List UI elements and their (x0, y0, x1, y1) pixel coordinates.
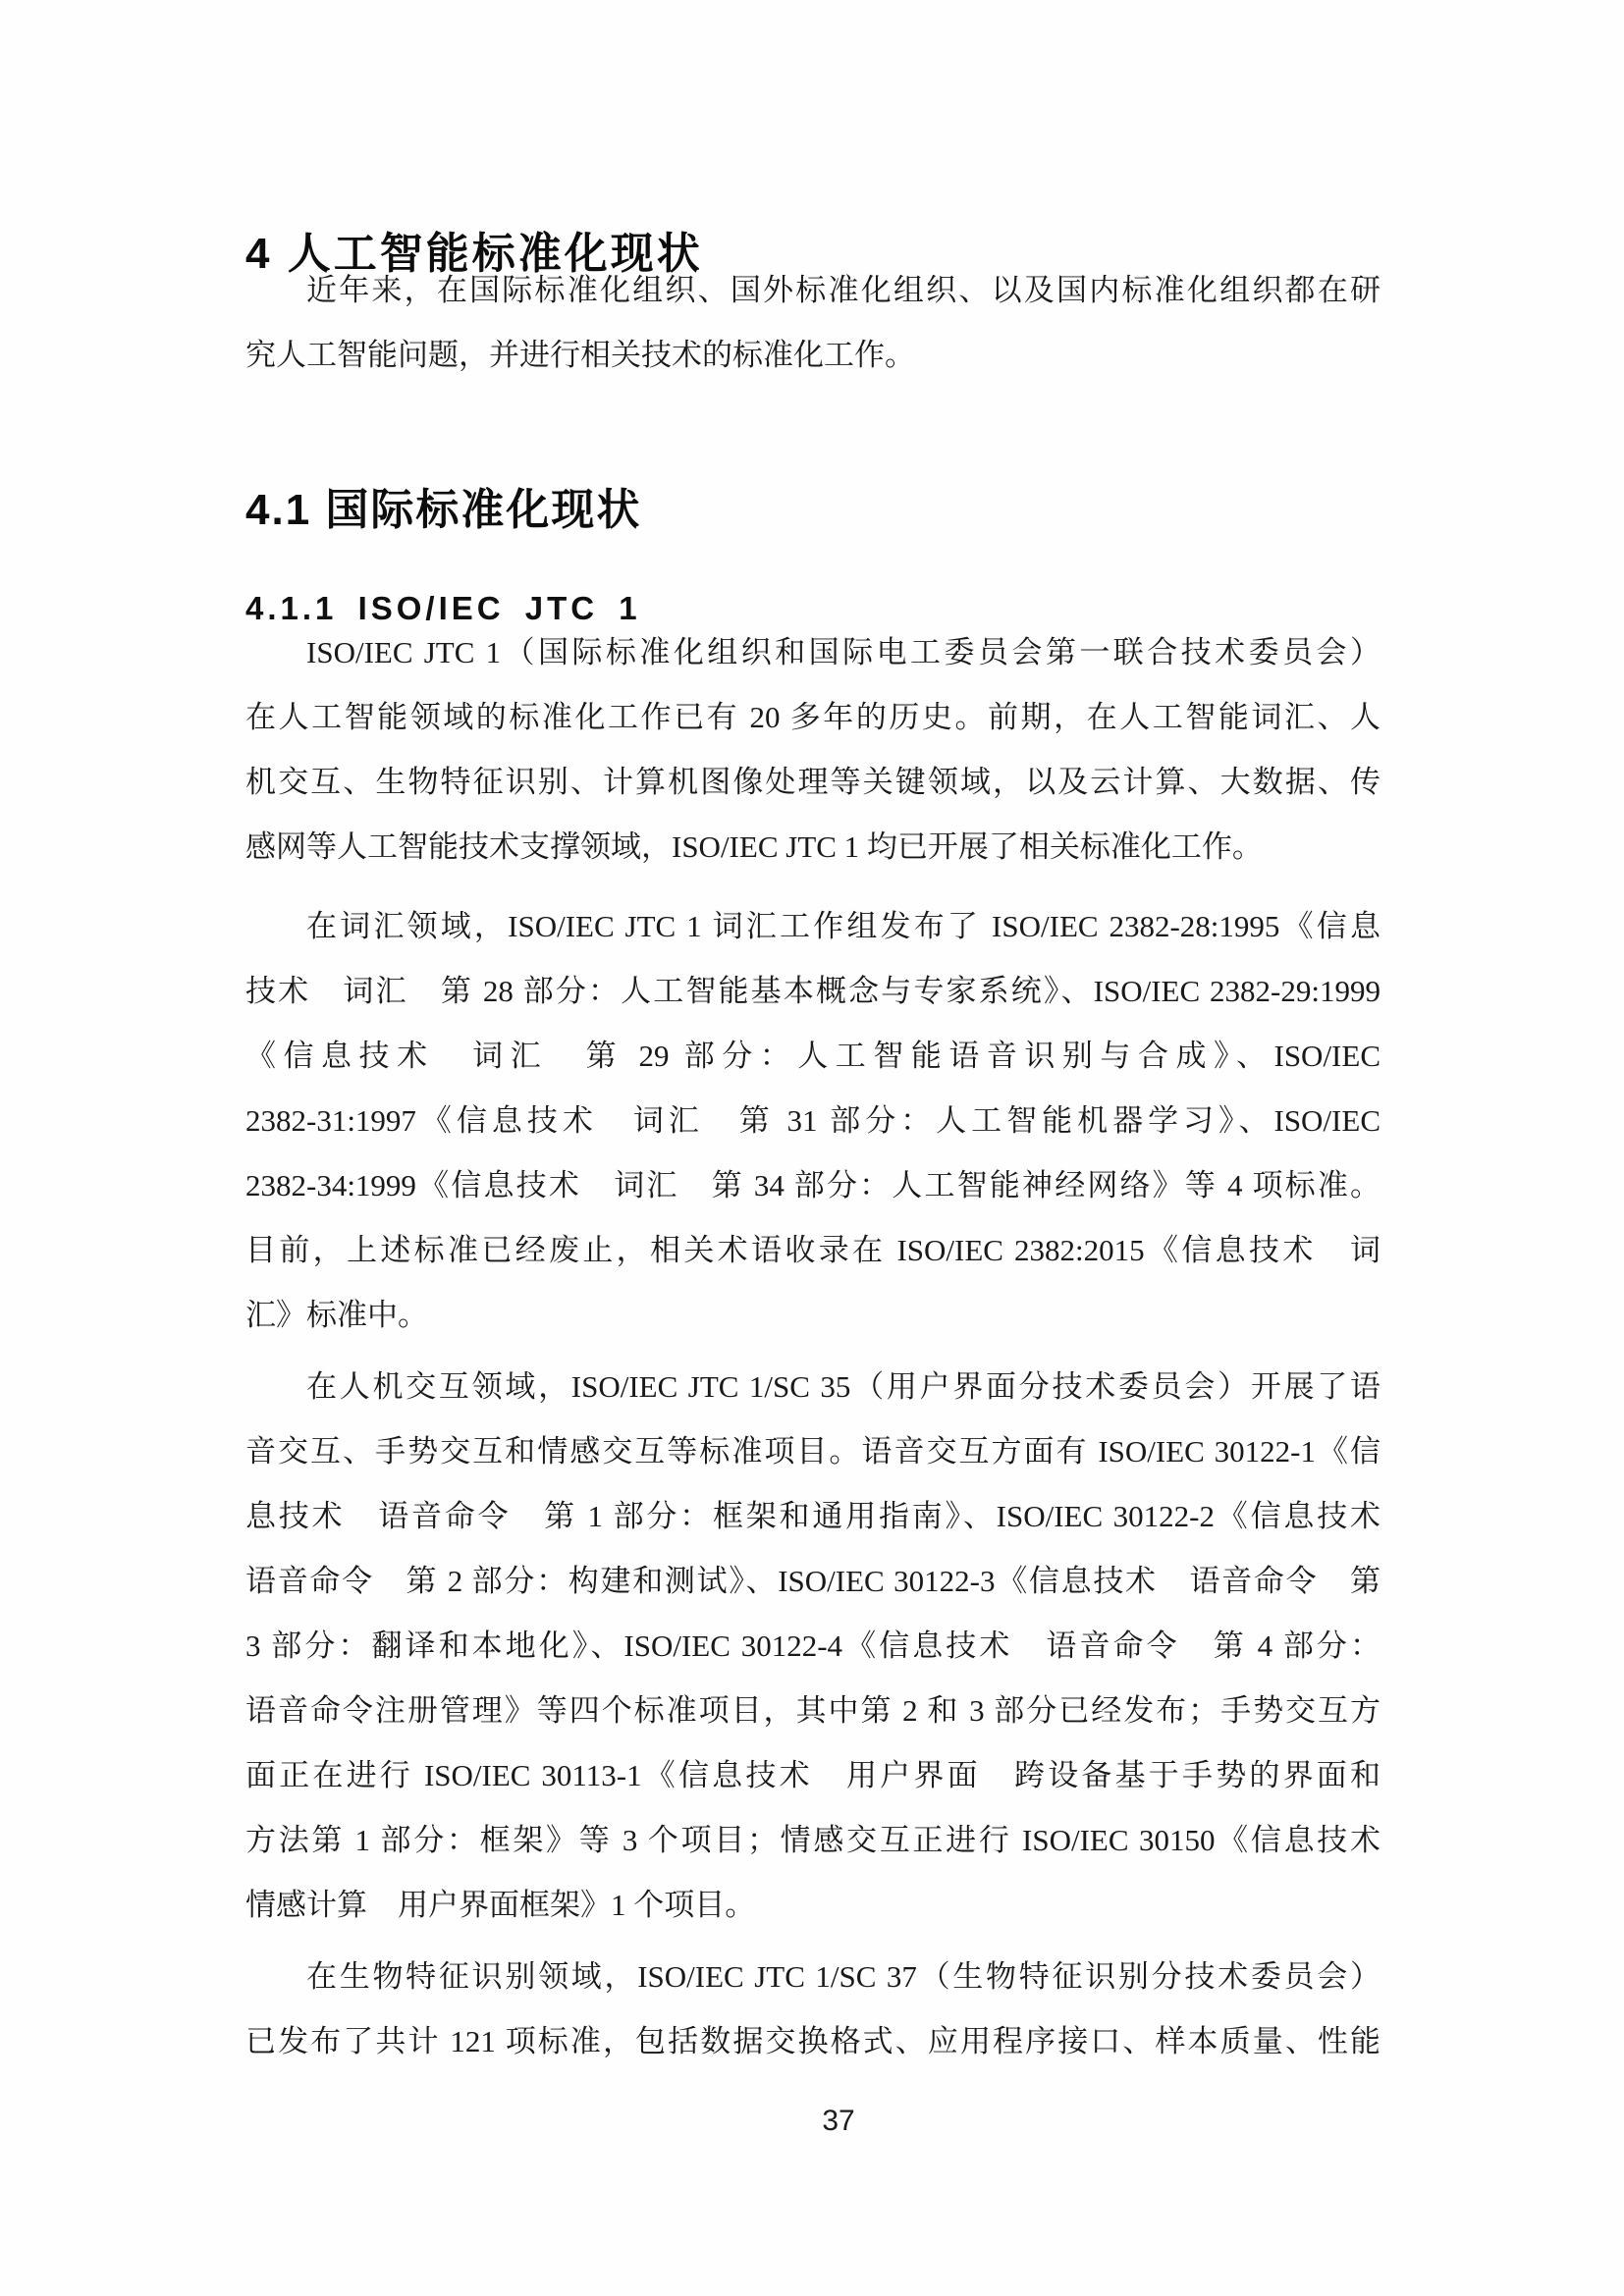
paragraph-line: 息技术 语音命令 第 1 部分：框架和通用指南》、ISO/IEC 30122-2《信息技术 (245, 1499, 1380, 1533)
paragraph-line: 情感计算 用户界面框架》1 个项目。 (245, 1888, 756, 1922)
paragraph-line: 在词汇领域，ISO/IEC JTC 1 词汇工作组发布了 ISO/IEC 2382-28:1995《信息 (306, 909, 1380, 943)
paragraph-line: 究人工智能问题，并进行相关技术的标准化工作。 (245, 338, 915, 372)
paragraph-line: 音交互、手势交互和情感交互等标准项目。语音交互方面有 ISO/IEC 30122-1《信 (245, 1434, 1380, 1468)
chapter-heading: 4 人工智能标准化现状 (245, 230, 703, 279)
paragraph-line: 2382-31:1997《信息技术 词汇 第 31 部分：人工智能机器学习》、ISO/IEC (245, 1103, 1380, 1138)
paragraph-line: 语音命令 第 2 部分：构建和测试》、ISO/IEC 30122-3《信息技术 语音命令 第 (245, 1564, 1380, 1598)
paragraph-line: 汇》标准中。 (245, 1298, 428, 1332)
paragraph-line: 感网等人工智能技术支撑领域，ISO/IEC JTC 1 均已开展了相关标准化工作。 (245, 829, 1263, 864)
paragraph-line: 在人机交互领域，ISO/IEC JTC 1/SC 35（用户界面分技术委员会）开展了语 (306, 1369, 1380, 1404)
paragraph-jtc1-overview (245, 620, 1380, 880)
paragraph-line: 3 部分：翻译和本地化》、ISO/IEC 30122-4《信息技术 语音命令 第 4 部分： (245, 1629, 1380, 1663)
paragraph-hci (245, 1355, 1380, 1938)
paragraph-intro (245, 258, 1380, 388)
paragraph-line: 语音命令注册管理》等四个标准项目，其中第 2 和 3 部分已经发布；手势交互方 (245, 1693, 1380, 1728)
paragraph-line: 目前，上述标准已经废止，相关术语收录在 ISO/IEC 2382:2015《信息技术 词 (245, 1233, 1380, 1267)
paragraph-line: 机交互、生物特征识别、计算机图像处理等关键领域，以及云计算、大数据、传 (245, 765, 1380, 799)
paragraph-vocabulary (245, 894, 1380, 1348)
paragraph-line: 方法第 1 部分：框架》等 3 个项目；情感交互正进行 ISO/IEC 30150《信息技术 (245, 1823, 1380, 1857)
paragraph-line: ISO/IEC JTC 1（国际标准化组织和国际电工委员会第一联合技术委员会） (306, 635, 1380, 669)
page-number: 37 (822, 2105, 855, 2137)
paragraph-line: 面正在进行 ISO/IEC 30113-1《信息技术 用户界面 跨设备基于手势的界面和 (245, 1758, 1380, 1792)
paragraph-line: 在人工智能领域的标准化工作已有 20 多年的历史。前期，在人工智能词汇、人 (245, 700, 1380, 734)
paragraph-line: 《信息技术 词汇 第 29 部分：人工智能语音识别与合成》、ISO/IEC (245, 1039, 1380, 1073)
paragraph-biometrics (245, 1945, 1380, 2074)
paragraph-line: 技术 词汇 第 28 部分：人工智能基本概念与专家系统》、ISO/IEC 2382-29:1999 (245, 974, 1380, 1008)
paragraph-line: 已发布了共计 121 项标准，包括数据交换格式、应用程序接口、样本质量、性能 (245, 2024, 1380, 2058)
paragraph-line: 2382-34:1999《信息技术 词汇 第 34 部分：人工智能神经网络》等 4 项标准。 (245, 1168, 1380, 1202)
subsection-heading: 4.1.1 ISO/IEC JTC 1 (245, 590, 641, 626)
paragraph-line: 近年来，在国际标准化组织、国外标准化组织、以及国内标准化组织都在研 (306, 273, 1380, 307)
paragraph-line: 在生物特征识别领域，ISO/IEC JTC 1/SC 37（生物特征识别分技术委员会） (306, 1959, 1380, 1994)
section-heading: 4.1 国际标准化现状 (245, 485, 642, 534)
